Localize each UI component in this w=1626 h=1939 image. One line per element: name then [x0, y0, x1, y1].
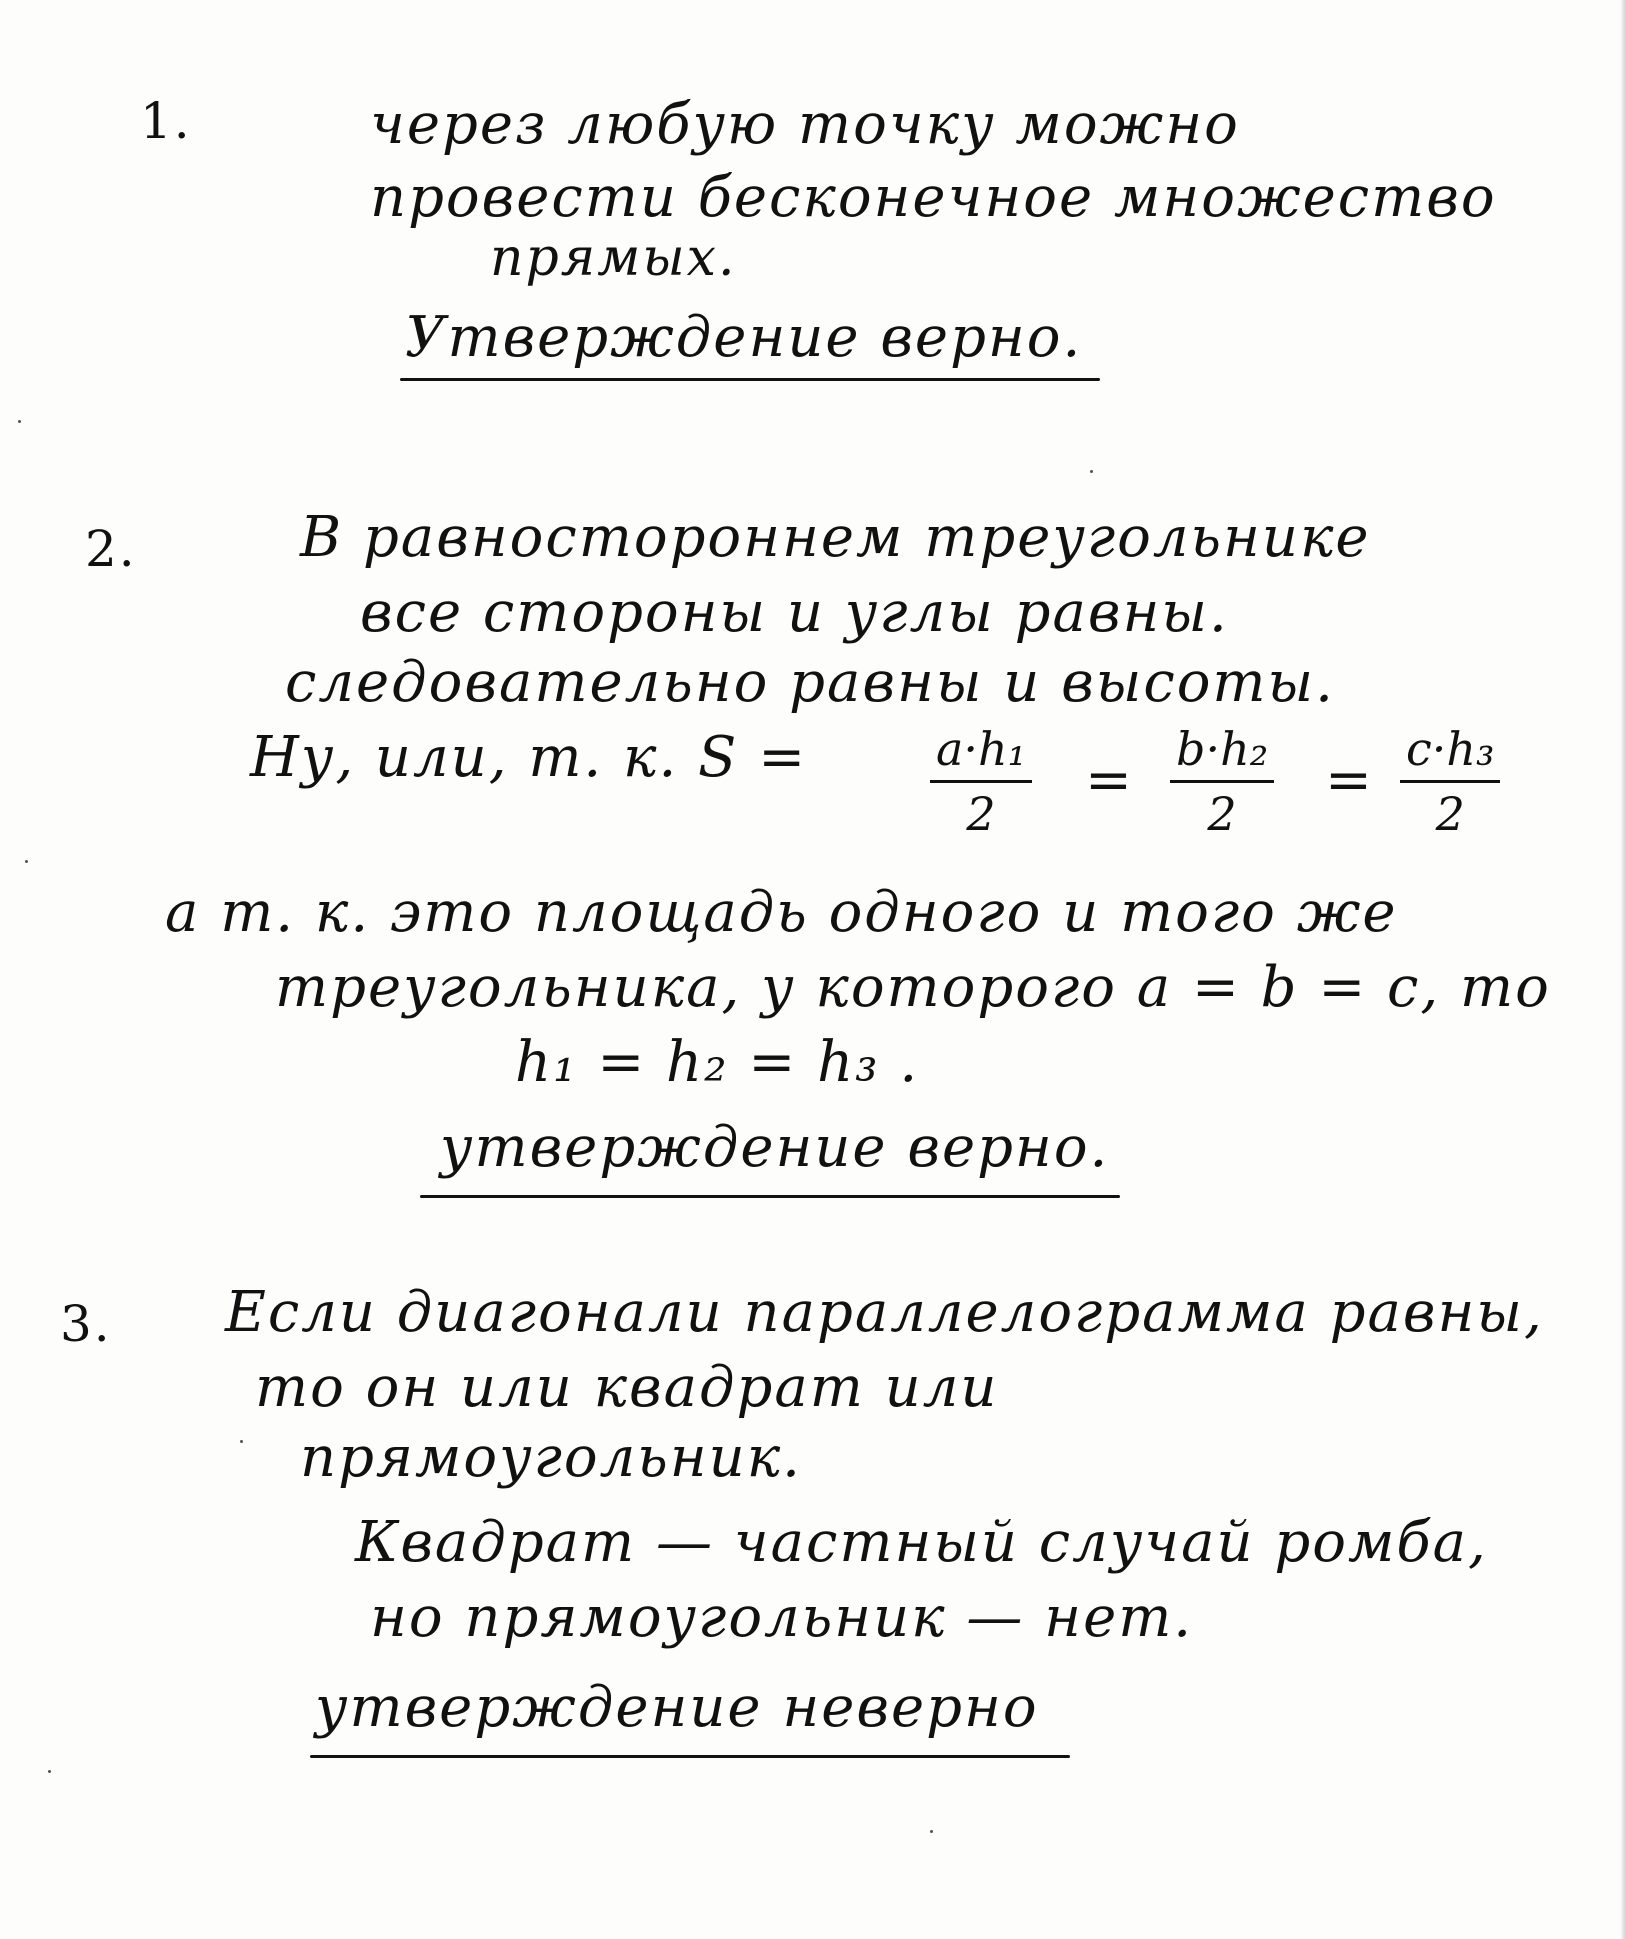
scan-speck: [25, 860, 28, 863]
item-1-verdict-underline: [400, 378, 1100, 381]
item-2-line-7: h₁ = h₂ = h₃ .: [515, 1030, 920, 1095]
item-3-line-2: то он или квадрат или: [255, 1355, 999, 1420]
equals-sign-2: =: [1325, 748, 1372, 813]
item-2-line-5: а т. к. это площадь одного и того же: [165, 880, 1398, 945]
item-2-number: 2.: [85, 520, 137, 578]
item-1-line-1: через любую точку можно: [370, 92, 1240, 157]
scan-speck: [18, 420, 21, 423]
item-2-line-4: Ну, или, т. к. S =: [250, 725, 808, 790]
item-2-line-3: следовательно равны и высоты.: [285, 650, 1335, 715]
item-1-line-3: прямых.: [490, 228, 737, 288]
item-3-line-5: но прямоугольник — нет.: [370, 1585, 1194, 1650]
item-2-verdict-underline: [420, 1195, 1120, 1198]
scan-speck: [1090, 470, 1093, 473]
item-1-line-2: провести бесконечное множество: [370, 165, 1497, 230]
item-2-line-1: В равностороннем треугольнике: [300, 505, 1371, 570]
area-fraction-3-denominator: 2: [1435, 787, 1465, 841]
area-fraction-1-denominator: 2: [966, 787, 996, 841]
item-3-line-4: Квадрат — частный случай ромба,: [355, 1510, 1488, 1575]
item-2-verdict: утверждение верно.: [440, 1115, 1110, 1180]
item-2-line-2: все стороны и углы равны.: [360, 580, 1229, 645]
area-fraction-3: [1400, 722, 1500, 841]
item-3-line-3: прямоугольник.: [300, 1425, 802, 1490]
equals-sign-1: =: [1085, 748, 1132, 813]
item-1-verdict: Утверждение верно.: [405, 305, 1083, 370]
scan-speck: [930, 1830, 933, 1833]
item-3-verdict: утверждение неверно: [315, 1675, 1039, 1740]
scan-speck: [240, 1440, 243, 1443]
scan-speck: [48, 1770, 51, 1773]
area-fraction-2: [1170, 722, 1274, 841]
item-3-number: 3.: [60, 1295, 112, 1353]
area-fraction-2-denominator: 2: [1207, 787, 1237, 841]
scan-right-edge: [1620, 0, 1626, 1939]
item-3-verdict-underline: [310, 1755, 1070, 1758]
item-2-line-6: треугольника, у которого a = b = c, то: [275, 955, 1551, 1020]
item-1-number: 1.: [140, 92, 192, 150]
area-fraction-1-numerator: a·h₁: [930, 722, 1032, 783]
area-fraction-3-numerator: c·h₃: [1400, 722, 1500, 783]
item-3-line-1: Если диагонали параллелограмма равны,: [225, 1280, 1544, 1345]
area-fraction-2-numerator: b·h₂: [1170, 722, 1274, 783]
area-fraction-1: [930, 722, 1032, 841]
